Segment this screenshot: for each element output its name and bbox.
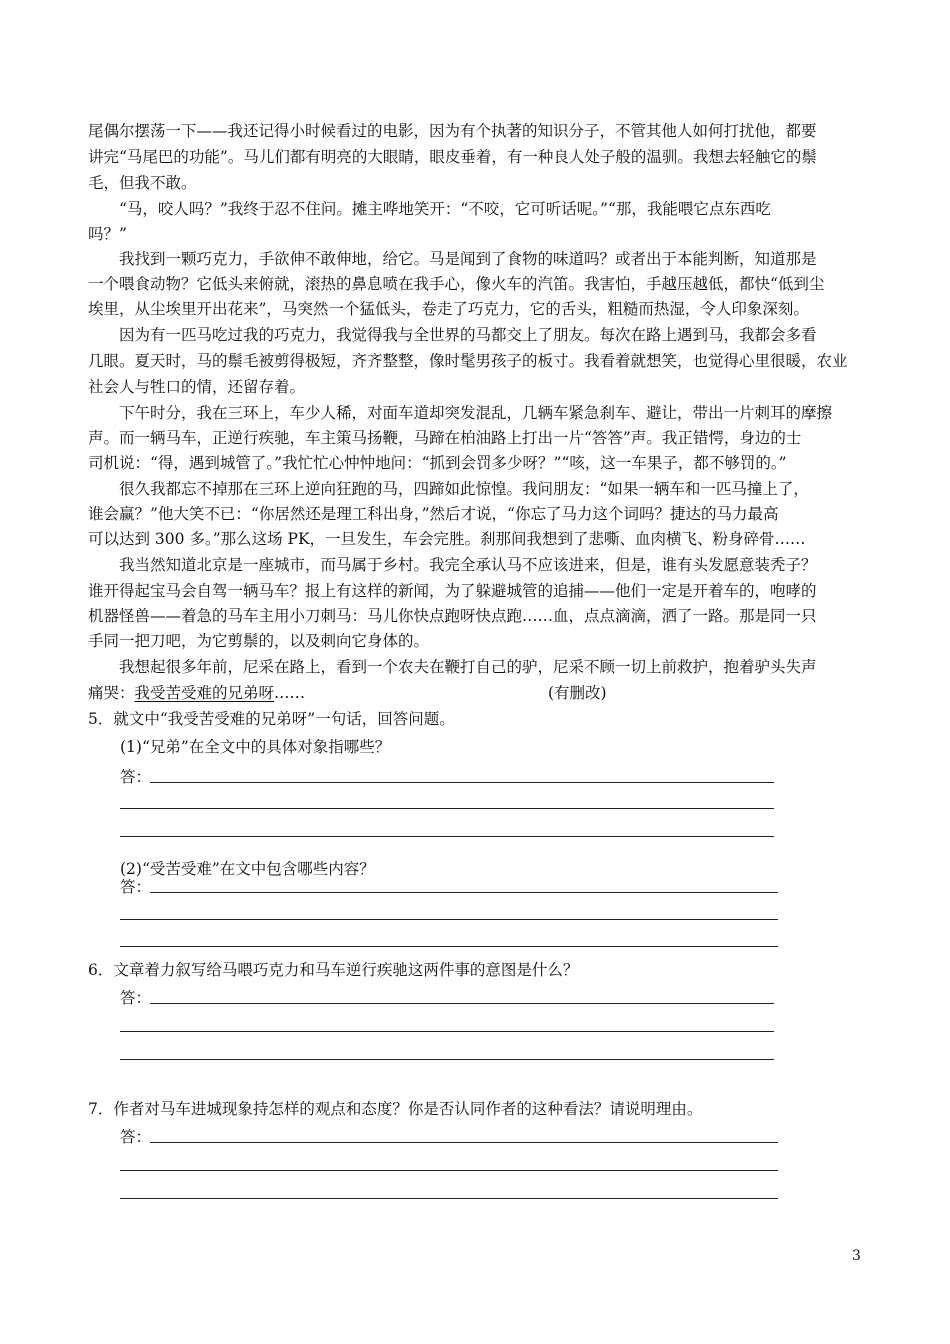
passage-line: 我想起很多年前，尼采在路上，看到一个农夫在鞭打自己的驴，尼采不顾一切上前救护，抱着驴头失声 (88, 658, 817, 676)
question-5-sub-1: (1)“兄弟”在全文中的具体对象指哪些？ (120, 738, 391, 756)
answer-label: 答： (120, 1128, 152, 1146)
answer-line[interactable] (150, 892, 778, 893)
passage-line: 吗？” (88, 225, 127, 243)
question-5-sub-2: (2)“受苦受难”在文中包含哪些内容？ (120, 860, 375, 878)
passage-line: 一个喂食动物？它低头来俯就，滚热的鼻息喷在我手心，像火车的汽笛。我害怕，手越压越低，都快“低到尘 (88, 275, 825, 293)
passage-line: 讲完“马尾巴的功能”。马儿们都有明亮的大眼睛，眼皮垂着，有一种良人处子般的温驯。我想去轻触它的鬃 (88, 148, 817, 166)
passage-line: 尾偶尔摆荡一下——我还记得小时候看过的电影，因为有个执著的知识分子，不管其他人如何打扰他，都要 (88, 122, 817, 140)
answer-label: 答： (120, 768, 152, 786)
underlined-quote: 我受苦受难的兄弟呀 (134, 684, 275, 702)
last-line-suffix: …… (274, 684, 306, 702)
last-line-prefix: 痛哭： (88, 684, 135, 702)
passage-line: 几眼。夏天时，马的鬃毛被剪得极短，齐齐整整，像时髦男孩子的板寸。我看着就想笑，也觉得心里很暖，农业 (88, 352, 848, 370)
answer-label: 答： (120, 878, 152, 896)
answer-line[interactable] (150, 1003, 774, 1004)
passage-line: 谁开得起宝马会自驾一辆马车？报上有这样的新闻，为了躲避城管的追捕——他们一定是开着车的，咆哮的 (88, 582, 817, 600)
passage-line: 司机说：“得，遇到城管了。”我忙忙心忡忡地问：“抓到会罚多少呀？”“咳，这一车果子，都不够罚的。” (88, 454, 787, 472)
passage-line: 我当然知道北京是一座城市，而马属于乡村。我完全承认马不应该进来，但是，谁有头发愿意装秃子？ (88, 556, 817, 574)
answer-line[interactable] (120, 836, 774, 837)
question-6-stem: 6．文章着力叙写给马喂巧克力和马车逆行疾驰这两件事的意图是什么？ (88, 961, 579, 979)
passage-line: 我找到一颗巧克力，手欲伸不敢伸地，给它。马是闻到了食物的味道吗？或者出于本能判断，知道那是 (88, 250, 817, 268)
answer-line[interactable] (120, 946, 778, 947)
question-7-stem: 7．作者对马车进城现象持怎样的观点和态度？你是否认同作者的这种看法？请说明理由。 (88, 1100, 703, 1118)
answer-line[interactable] (120, 1170, 778, 1171)
source-note: (有删改) (548, 684, 607, 702)
answer-line[interactable] (120, 919, 778, 920)
passage-line: 下午时分，我在三环上，车少人稀，对面车道却突发混乱，几辆车紧急刹车、避让，带出一片刺耳的摩擦 (88, 404, 833, 422)
question-5-stem: 5．就文中“我受苦受难的兄弟呀”一句话，回答问题。 (88, 710, 455, 728)
answer-line[interactable] (120, 808, 774, 809)
passage-line: 埃里，从尘埃里开出花来”，马突然一个猛低头，卷走了巧克力，它的舌头，粗糙而热湿，令人印象深刻。 (88, 300, 809, 318)
passage-line: 社会人与牲口的情，还留存着。 (88, 378, 306, 396)
page-number: 3 (852, 1248, 861, 1264)
passage-last-line (88, 680, 305, 706)
answer-line[interactable] (150, 1142, 778, 1143)
passage-line: 声。而一辆马车，正逆行疾驰，车主策马扬鞭，马蹄在柏油路上打出一片“答答”声。我正错愕，身边的士 (88, 429, 802, 447)
passage-line: “马，咬人吗？”我终于忍不住问。摊主哗地笑开：“不咬，它可听话呢。”“那，我能喂它点东西吃 (88, 200, 771, 218)
passage-line: 机器怪兽——着急的马车主用小刀刺马：马儿你快点跑呀快点跑……血，点点滴滴，洒了一路。那是同一只 (88, 607, 817, 625)
passage-line: 因为有一匹马吃过我的巧克力，我觉得我与全世界的马都交上了朋友。每次在路上遇到马，我都会多看 (88, 326, 817, 344)
answer-line[interactable] (120, 1031, 774, 1032)
answer-label: 答： (120, 989, 152, 1007)
answer-line[interactable] (120, 1059, 774, 1060)
answer-line[interactable] (120, 1198, 778, 1199)
passage-line: 可以达到 300 多。”那么这场 PK，一旦发生，车会完胜。刹那间我想到了悲嘶、血肉横飞、粉身碎骨…… (88, 530, 806, 548)
answer-line[interactable] (150, 782, 774, 783)
passage-line: 手同一把刀吧，为它剪鬃的，以及刺向它身体的。 (88, 632, 430, 650)
passage-line: 谁会赢？”他大笑不已：“你居然还是理工科出身，”然后才说，“你忘了马力这个词吗？捷达的马力最高 (88, 505, 779, 523)
passage-line: 很久我都忘不掉那在三环上逆向狂跑的马，四蹄如此惊惶。我问朋友：“如果一辆车和一匹马撞上了， (88, 480, 809, 498)
passage-line: 毛，但我不敢。 (88, 174, 197, 192)
